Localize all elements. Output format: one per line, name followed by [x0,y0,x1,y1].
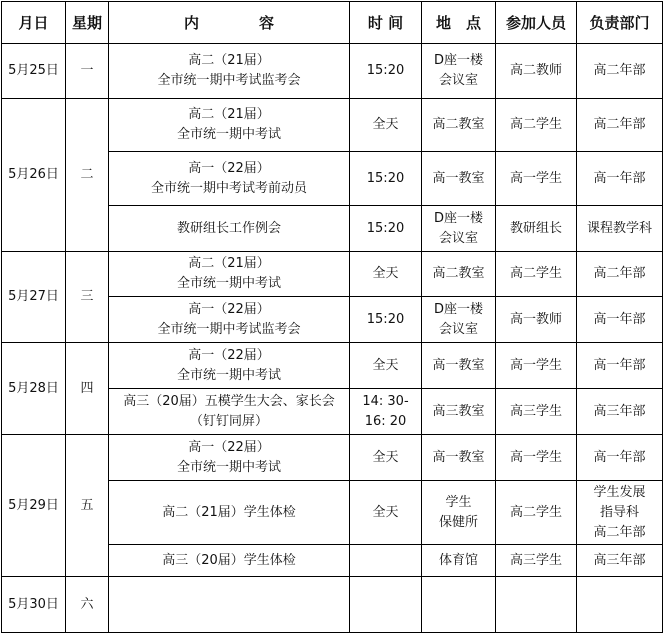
table-row [2,577,663,633]
event-dept [577,577,663,633]
event-participants [496,577,577,633]
event-time: 15:20 [350,152,422,206]
event-place: D座一楼 会议室 [422,44,496,99]
date-cell: 5月28日 [2,343,66,435]
event-content: 高二（21届） 全市统一期中考试 [109,252,350,297]
event-dept: 高一年部 [577,152,663,206]
col-header-weekday: 星期 [66,2,109,44]
event-dept: 高一年部 [577,343,663,389]
table-row [2,44,663,99]
event-place: 高一教室 [422,152,496,206]
event-participants: 高二教师 [496,44,577,99]
table-row [2,252,663,297]
event-time [350,577,422,633]
event-dept: 高二年部 [577,99,663,152]
weekday-cell: 五 [66,435,109,577]
event-place: 高一教室 [422,435,496,481]
schedule-table [1,1,663,633]
event-content: 高一（22届） 全市统一期中考试 [109,435,350,481]
weekday-cell: 一 [66,44,109,99]
col-header-place: 地 点 [422,2,496,44]
event-participants: 高一学生 [496,343,577,389]
event-dept: 高一年部 [577,297,663,343]
event-time: 全天 [350,252,422,297]
date-cell: 5月25日 [2,44,66,99]
table-row [2,435,663,481]
event-content: 高二（21届） 全市统一期中考试 [109,99,350,152]
event-participants: 高一教师 [496,297,577,343]
event-participants: 高二学生 [496,481,577,545]
table-row [2,343,663,389]
event-participants: 高一学生 [496,435,577,481]
event-time: 14: 30- 16: 20 [350,389,422,435]
event-dept: 高三年部 [577,389,663,435]
weekday-cell: 四 [66,343,109,435]
event-time: 15:20 [350,206,422,252]
event-dept: 高一年部 [577,435,663,481]
event-content: 高一（22届） 全市统一期中考试 [109,343,350,389]
event-time: 全天 [350,481,422,545]
event-place: 高二教室 [422,252,496,297]
event-time: 全天 [350,99,422,152]
event-dept: 高二年部 [577,252,663,297]
weekday-cell: 三 [66,252,109,343]
event-dept: 学生发展 指导科 高二年部 [577,481,663,545]
event-content: 高三（20届）五模学生大会、家长会（钉钉同屏） [109,389,350,435]
col-header-participants: 参加人员 [496,2,577,44]
event-participants: 高三学生 [496,389,577,435]
event-place: 高三教室 [422,389,496,435]
event-participants: 高三学生 [496,545,577,577]
event-place: 高二教室 [422,99,496,152]
event-content: 教研组长工作例会 [109,206,350,252]
event-content: 高一（22届） 全市统一期中考试考前动员 [109,152,350,206]
weekday-cell: 六 [66,577,109,633]
event-place: D座一楼 会议室 [422,297,496,343]
event-content: 高三（20届）学生体检 [109,545,350,577]
event-place: 高一教室 [422,343,496,389]
col-header-content: 内 容 [109,2,350,44]
event-place [422,577,496,633]
event-dept: 高三年部 [577,545,663,577]
col-header-date: 月日 [2,2,66,44]
event-time: 全天 [350,343,422,389]
event-participants: 高一学生 [496,152,577,206]
event-content: 高一（22届） 全市统一期中考试监考会 [109,297,350,343]
event-place: D座一楼 会议室 [422,206,496,252]
event-content: 高二（21届）学生体检 [109,481,350,545]
event-time: 15:20 [350,297,422,343]
event-participants: 高二学生 [496,252,577,297]
event-participants: 教研组长 [496,206,577,252]
event-time [350,545,422,577]
event-time: 15:20 [350,44,422,99]
event-dept: 高二年部 [577,44,663,99]
event-dept: 课程教学科 [577,206,663,252]
event-participants: 高二学生 [496,99,577,152]
date-cell: 5月26日 [2,99,66,252]
event-place: 学生 保健所 [422,481,496,545]
weekday-cell: 二 [66,99,109,252]
event-content: 高二（21届） 全市统一期中考试监考会 [109,44,350,99]
col-header-dept: 负责部门 [577,2,663,44]
date-cell: 5月30日 [2,577,66,633]
event-time: 全天 [350,435,422,481]
col-header-time: 时 间 [350,2,422,44]
table-row [2,99,663,152]
event-place: 体育馆 [422,545,496,577]
date-cell: 5月27日 [2,252,66,343]
header-row [2,2,663,44]
date-cell: 5月29日 [2,435,66,577]
event-content [109,577,350,633]
